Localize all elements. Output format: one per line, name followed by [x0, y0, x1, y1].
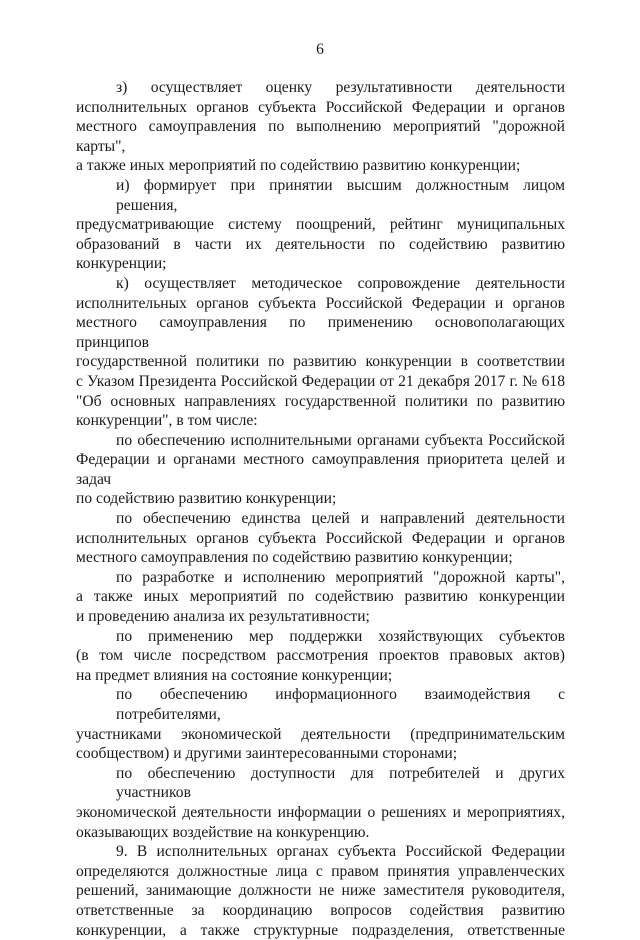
paragraph	[76, 78, 565, 176]
paragraph	[76, 842, 565, 940]
paragraph-line: по обеспечению исполнительными органами субъекта Российской	[116, 431, 565, 449]
paragraph-line: образований в части их деятельности по содействию развитию	[76, 235, 565, 253]
document-body	[76, 78, 565, 940]
paragraph-line: по обеспечению информационного взаимодействия с потребителями,	[116, 686, 565, 723]
paragraph-line: по содействию развитию конкуренции;	[76, 490, 337, 508]
paragraph	[76, 764, 565, 842]
paragraph	[76, 509, 565, 568]
paragraph-line: на предмет влияния на состояние конкуренции;	[76, 666, 393, 684]
paragraph-line: по применению мер поддержки хозяйствующих субъектов	[116, 627, 565, 645]
paragraph-line: определяются должностные лица с правом принятия управленческих	[76, 862, 565, 880]
paragraph	[76, 685, 565, 763]
paragraph-line: экономической деятельности информации о решениях и мероприятиях,	[76, 803, 565, 821]
paragraph-line: исполнительных органов субъекта Российской Федерации и органов	[76, 294, 565, 312]
paragraph-line: участниками экономической деятельности (предпринимательским	[76, 725, 565, 743]
paragraph	[76, 627, 565, 686]
paragraph-line: "Об основных направлениях государственной политики по развитию	[76, 392, 565, 410]
paragraph-line: с Указом Президента Российской Федерации от 21 декабря 2017 г. № 618	[76, 372, 565, 390]
paragraph-line: и) формирует при принятии высшим должностным лицом решения,	[116, 176, 565, 214]
paragraph-line: исполнительных органов субъекта Российской Федерации и органов	[76, 529, 565, 547]
paragraph-line: местного самоуправления по содействию развитию конкуренции;	[76, 549, 513, 567]
paragraph-line: оказывающих воздействие на конкуренцию.	[76, 823, 370, 841]
paragraph-line: конкуренции, а также структурные подразделения, ответственные	[76, 921, 565, 939]
paragraph	[76, 431, 565, 509]
paragraph	[76, 568, 565, 627]
paragraph-line: (в том числе посредством рассмотрения проектов правовых актов)	[76, 647, 565, 665]
paragraph-line: местного самоуправления по выполнению мероприятий "дорожной карты",	[76, 118, 565, 155]
paragraph-line: Федерации и органами местного самоуправления приоритета целей и задач	[76, 451, 565, 488]
paragraph	[76, 274, 565, 431]
paragraph-line: ответственные за координацию вопросов содействия развитию	[76, 901, 565, 919]
paragraph-line: з) осуществляет оценку результативности деятельности	[116, 79, 565, 96]
paragraph-line: исполнительных органов субъекта Российской Федерации и органов	[76, 98, 565, 116]
paragraph-line: по разработке и исполнению мероприятий "дорожной карты",	[116, 568, 565, 586]
paragraph-line: предусматривающие систему поощрений, рейтинг муниципальных	[76, 216, 565, 234]
paragraph-line: и проведению анализа их результативности;	[76, 608, 370, 626]
paragraph-line: государственной политики по развитию конкуренции в соответствии	[76, 353, 565, 371]
paragraph-line: по обеспечению доступности для потребителей и других участников	[116, 764, 565, 802]
paragraph-line: к) осуществляет методическое сопровождение деятельности	[116, 274, 565, 292]
paragraph	[76, 176, 565, 274]
paragraph-line: местного самоуправления по применению основополагающих принципов	[76, 314, 565, 351]
paragraph-line: а также иных мероприятий по содействию развитию конкуренции	[76, 588, 565, 606]
paragraph-line: а также иных мероприятий по содействию развитию конкуренции;	[76, 157, 521, 175]
paragraph-line: сообществом) и другими заинтересованными сторонами;	[76, 745, 458, 763]
paragraph-line: 9. В исполнительных органах субъекта Российской Федерации	[116, 843, 565, 861]
paragraph-line: решений, занимающие должности не ниже заместителя руководителя,	[76, 882, 565, 900]
paragraph-line: конкуренции", в том числе:	[76, 412, 258, 430]
page-number: 6	[316, 41, 324, 58]
paragraph-line: по обеспечению единства целей и направлений деятельности	[116, 510, 565, 528]
paragraph-line: конкуренции;	[76, 255, 167, 273]
